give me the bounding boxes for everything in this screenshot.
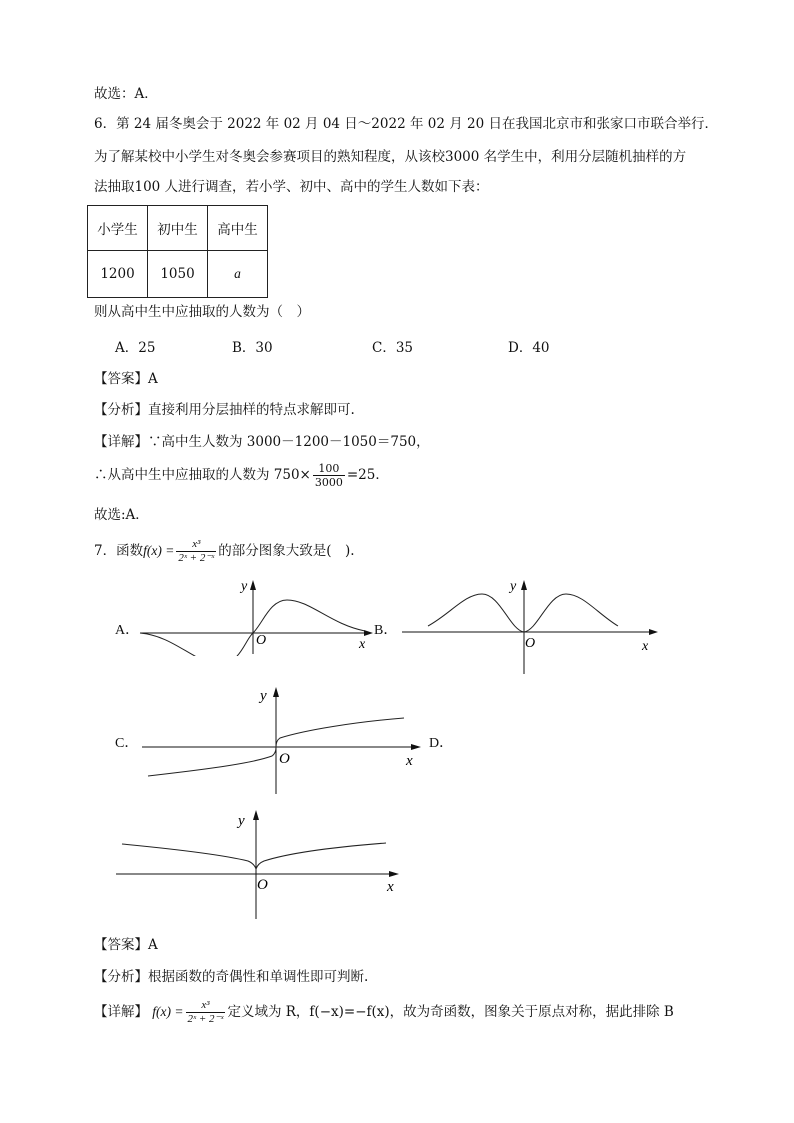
detail-text-pre: ∴从高中生中应抽取的人数为 750× (94, 467, 311, 483)
frac-denominator: 2ˣ + 2⁻ˣ (187, 1013, 224, 1025)
x-label: x (359, 637, 366, 652)
header-senior: 高中生 (208, 206, 268, 251)
x-arrow-icon (389, 871, 399, 877)
answer-tag: 【答案】 (94, 937, 148, 953)
q7-post: 的部分图象大致是( ). (218, 543, 355, 559)
q6-choice-b: B．30 (232, 340, 273, 356)
q6-answer (94, 369, 158, 389)
x-label: x (406, 753, 413, 769)
value-primary: 1200 (88, 251, 148, 298)
q6-detail-2 (94, 462, 389, 489)
q7-pre: 7．函数 (94, 543, 144, 559)
q6-choice-d: D．40 (508, 340, 550, 356)
q6-stem-1: 6．第 24 届冬奥会于 2022 年 02 月 04 日～2022 年 02 月 20 日在我国北京市和张家口市联合举行． (94, 116, 718, 132)
q6-stem-2: 为了解某校中小学生对冬奥会参赛项目的熟知程度，从该校3000 名学生中，利用分层随机抽样的方 (94, 149, 687, 165)
q7-detail-text: 定义域为 R，f(−x)=−f(x)，故为奇函数，图象关于原点对称，据此排除 B (227, 1004, 674, 1020)
analysis-tag: 【分析】 (94, 969, 148, 985)
analysis-text: 根据函数的奇偶性和单调性即可判断. (148, 969, 369, 985)
analysis-tag: 【分析】 (94, 402, 148, 418)
x-arrow-icon (649, 629, 658, 635)
frac-numerator: 100 (313, 462, 345, 476)
curve-b (428, 594, 618, 632)
q6-detail-1 (94, 432, 430, 452)
answer-value: A (148, 371, 158, 387)
x-arrow-icon (364, 630, 373, 636)
frac-denominator: 3000 (314, 476, 343, 489)
answer-value: A (148, 937, 158, 953)
q7-fraction (176, 538, 216, 565)
q7-detail (94, 997, 674, 1027)
y-arrow-icon (253, 810, 259, 820)
graph-c (140, 684, 425, 796)
student-count-table (87, 205, 268, 298)
detail-text-post: =25． (346, 467, 389, 483)
header-primary: 小学生 (88, 206, 148, 251)
q6-analysis (94, 400, 355, 420)
analysis-text: 直接利用分层抽样的特点求解即可. (148, 402, 355, 418)
y-arrow-icon (250, 580, 256, 590)
frac-denominator: 2ˣ + 2⁻ˣ (178, 552, 215, 564)
graph-b (400, 574, 662, 676)
answer-tag: 【答案】 (94, 371, 148, 387)
q7-detail-fx: f(x) = (152, 1004, 184, 1019)
header-junior: 初中生 (148, 206, 208, 251)
origin-label: O (279, 751, 290, 767)
value-junior: 1050 (148, 251, 208, 298)
detail-tag: 【详解】 (94, 1004, 148, 1020)
q7-stem (94, 537, 355, 565)
frac-numerator: x³ (176, 538, 216, 552)
fraction (313, 462, 345, 489)
q6-stem-3: 法抽取100 人进行调查，若小学、初中、高中的学生人数如下表： (94, 179, 489, 195)
x-label: x (642, 639, 649, 654)
x-label: x (387, 879, 394, 895)
frac-numerator: x³ (186, 999, 226, 1013)
q7-fx: f(x) = (143, 543, 175, 558)
origin-label: O (256, 633, 267, 648)
q6-question: 则从高中生中应抽取的人数为（ ） (94, 304, 310, 320)
detail-text: ∵高中生人数为 3000－1200－1050＝750， (148, 434, 430, 450)
graph-d (114, 807, 404, 921)
y-label: y (238, 813, 245, 829)
q7-detail-fraction (186, 999, 226, 1026)
q6-choice-c: C．35 (372, 340, 414, 356)
q6-conclusion: 故选:A． (94, 507, 149, 523)
option-b-label: B． (374, 623, 398, 638)
y-arrow-icon (521, 580, 527, 590)
y-label: y (260, 688, 267, 704)
option-d-label: D． (429, 736, 454, 751)
detail-tag: 【详解】 (94, 434, 148, 450)
origin-label: O (257, 877, 268, 893)
graph-a (135, 578, 375, 656)
x-arrow-icon (411, 744, 421, 750)
q7-analysis (94, 967, 368, 987)
origin-label: O (525, 636, 536, 651)
q6-choice-a: A．25 (115, 340, 156, 356)
value-senior: a (208, 251, 268, 298)
y-label: y (510, 579, 517, 594)
prev-conclusion: 故选：A． (94, 86, 158, 102)
y-label: y (241, 579, 248, 594)
curve-d (122, 843, 386, 869)
option-a-label: A． (115, 623, 140, 638)
option-c-label: C． (115, 736, 139, 751)
y-arrow-icon (273, 687, 279, 697)
q7-answer (94, 935, 158, 955)
